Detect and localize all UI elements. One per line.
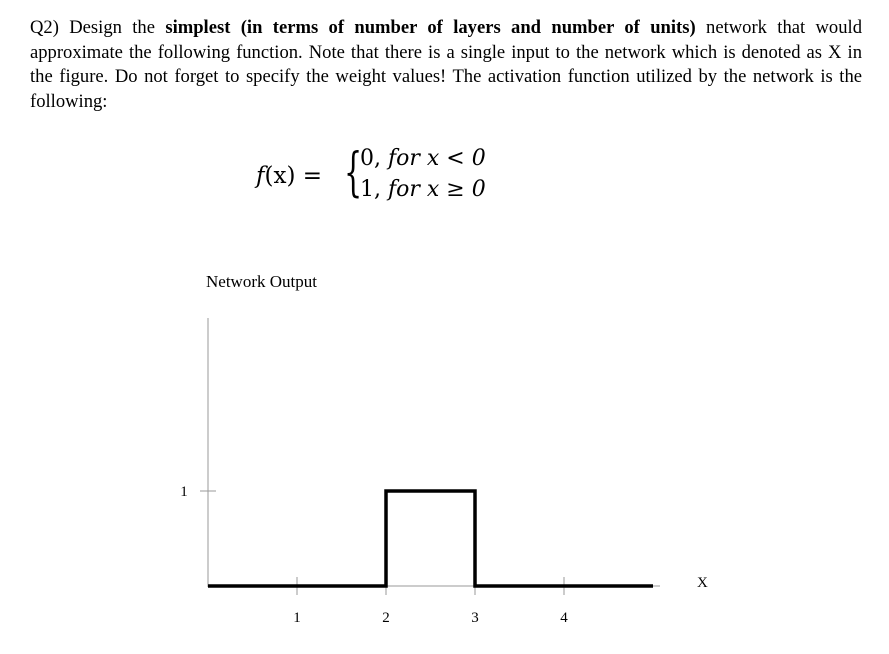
- output-series-line: [208, 491, 653, 586]
- formula-brace: {: [344, 143, 363, 203]
- y-tick-label-1: 1: [180, 484, 188, 500]
- chart-y-axis-label: Network Output: [206, 272, 317, 291]
- case-1-condition: for x < 0: [388, 146, 486, 171]
- chart-x-axis-label: X: [697, 575, 708, 591]
- axis-ticks: [200, 491, 564, 595]
- x-tick-label-1: 1: [293, 610, 301, 626]
- question-prefix: Q2) Design the: [30, 17, 166, 38]
- case-2-value: 1,: [360, 177, 381, 202]
- tick-labels: [180, 484, 568, 626]
- case-1-value: 0,: [360, 146, 381, 171]
- formula-arg: (x) =: [264, 163, 323, 189]
- formula-func: f: [256, 163, 265, 189]
- question-emphasis: simplest (in terms of number of layers and number of units): [165, 17, 696, 38]
- x-tick-label-2: 2: [382, 610, 390, 626]
- x-tick-label-3: 3: [471, 610, 479, 626]
- x-tick-label-4: 4: [560, 610, 568, 626]
- question-suffix: network that would approximate the following function. Note that there is a single input to the network which is denoted as X in the figure. Do not forget to specify the weight values! The activation function utilized by the network is the following:: [30, 17, 862, 112]
- case-2-condition: for x ≥ 0: [388, 177, 486, 202]
